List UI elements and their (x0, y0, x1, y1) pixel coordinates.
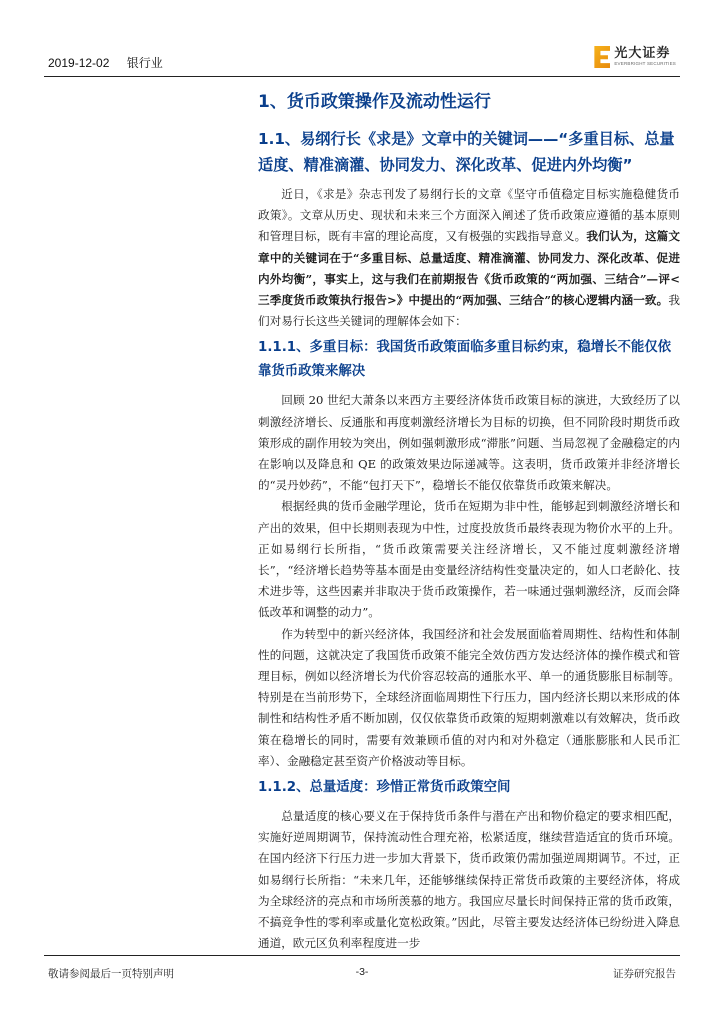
section-title: 1、货币政策操作及流动性运行 (258, 92, 491, 112)
report-type: 证券研究报告 (613, 968, 676, 980)
report-date: 2019-12-02 (48, 56, 110, 70)
paragraph: 作为转型中的新兴经济体，我国经济和社会发展面临着周期性、结构性和体制性的问题，这就决定了我国货币政策不能完全效仿西方发达经济体的操作模式和管理目标，例如以经济增长为代价容忍较高的通胀水平、单一的通货膨胀目标制等。特别是在当前形势下，全球经济面临周期性下行压力，国内经济长期以来形成的体制性和结构性矛盾不断加剧，仅仅依靠货币政策的短期刺激难以有效解决，货币政策在稳增长的同时，需要有效兼顾币值的对内和对外稳定（通胀膨胀和人民币汇率）、金融稳定甚至资产价格波动等目标。 (258, 626, 680, 768)
logo-name-en: EVERBRIGHT SECURITIES (614, 61, 676, 67)
subsection-title: 1.1、易纲行长《求是》文章中的关键词——“多重目标、总量适度、精准滴灌、协同发力、深化改革、促进内外均衡” (258, 130, 675, 174)
subsection-heading-moderate-total: 1.1.2、总量适度：珍惜正常货币政策空间 (258, 780, 511, 796)
intro-tail-text: 我们对易行长这些关键词的理解体会如下： (258, 293, 680, 329)
header-info (48, 54, 163, 71)
page-number: -3- (355, 966, 369, 978)
logo-mark-icon (594, 46, 610, 68)
footer-disclaimer: 敬请参阅最后一页特别声明 (48, 968, 174, 980)
paragraph: 回顾 20 世纪大萧条以来西方主要经济体货币政策目标的演进，大致经历了以刺激经济增长、反通胀和再度刺激经济增长为目标的切换，但不同阶段时期货币政策形成的副作用较为突出，例如强刺激形成“滞胀”问题、当局忽视了金融稳定的内在影响以及降息和 QE 的政策效果边际递减等。这表明，货币政策并非经济增长的“灵丹妙药”，不能“包打天下”，稳增长不能仅依靠货币政策来解决。 (258, 393, 680, 493)
page-footer (44, 955, 680, 980)
subsection-heading-multiple-goals: 1.1.1、多重目标：我国货币政策面临多重目标约束，稳增长不能仅依靠货币政策来解决 (258, 340, 672, 380)
paragraph: 根据经典的货币金融学理论，货币在短期为非中性，能够起到刺激经济增长和产出的效果，但中长期则表现为中性，过度投放货币最终表现为物价水平的上升。正如易纲行长所指，“货币政策需要关注经济增长，又不能过度刺激经济增长”，“经济增长趋势等基本面是由变量经济结构性变量决定的，如人口老龄化、技术进步等，这些因素并非取决于货币政策操作，若一味通过强刺激经济，反而会降低改革和调整的动力”。 (258, 499, 680, 620)
main-content (258, 90, 680, 955)
intro-text: 近日，《求是》杂志刊发了易纲行长的文章《坚守币值稳定目标实施稳健货币政策》。文章从历史、现状和未来三个方面深入阐述了货币政策应遵循的基本原则和管理目标，既有丰富的理论高度，又有极强的实践指导意义。 (258, 187, 680, 244)
intro-paragraph (258, 184, 680, 332)
industry-label: 银行业 (126, 56, 163, 70)
page-header (44, 42, 680, 77)
company-logo (594, 44, 676, 70)
paragraph: 总量适度的核心要义在于保持货币条件与潜在产出和物价稳定的要求相匹配，实施好逆周期调节，保持流动性合理充裕，松紧适度，继续营造适宜的货币环境。在国内经济下行压力进一步加大背景下，货币政策仍需加强逆周期调节。不过，正如易纲行长所指：“未来几年，还能够继续保持正常货币政策的主要经济体，将成为全球经济的亮点和市场所羡慕的地方。我国应尽量长时间保持正常的货币政策，不搞竞争性的零利率或量化宽松政策。”因此，尽管主要发达经济体已纷纷进入降息通道，欧元区负利率程度进一步 (258, 809, 680, 951)
logo-name-cn: 光大证券 (614, 46, 671, 62)
intro-bold-text: 我们认为，这篇文章中的关键词在于“多重目标、总量适度、精准滴灌、协同发力、深化改革、促进内外均衡”，事实上，这与我们在前期报告《货币政策的“两加强、三结合”—评<三季度货币政策执行报告>》中提出的“两加强、三结合”的核心逻辑内涵一致。 (258, 229, 680, 308)
